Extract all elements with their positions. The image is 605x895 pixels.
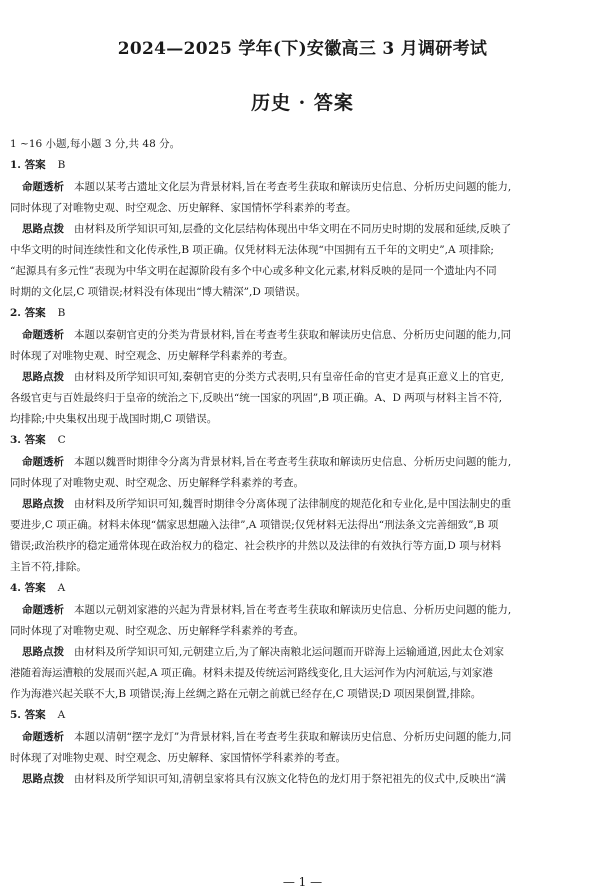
analysis-line [10,198,592,219]
analysis-line [22,727,592,748]
analysis-line [22,177,592,198]
answer-label: 答案 [24,159,46,171]
hint-line [22,769,592,790]
analysis-line [10,748,592,769]
question-number: 2. [10,307,21,319]
hint-line [10,282,592,303]
question-answer-line [10,705,605,727]
analysis-line [22,325,592,346]
answer-choice: B [57,307,66,319]
question-answer-line [10,430,605,452]
answer-label: 答案 [24,434,46,446]
answer-choice: A [57,582,66,594]
analysis-line [22,452,592,473]
question-answer-line [10,303,605,325]
hint-text: 由材料及所学知识可知,元朝建立后,为了解决南粮北运问题而开辟海上运输通道,因此太仓刘家 [74,646,505,658]
intro-text: 1 ~16 小题,每小题 3 分,共 48 分。 [10,138,181,150]
hint-line [10,388,592,409]
hint-line [10,684,592,705]
hint-line [22,219,592,240]
analysis-text: 同时体现了对唯物史观、时空观念、历史解释学科素养的考查。 [10,477,304,489]
analysis-text: 同时体现了对唯物史观、时空观念、历史解释、家国情怀学科素养的考查。 [10,202,357,214]
hint-text: 主旨不符,排除。 [10,561,87,573]
analysis-text: 本题以秦朝官吏的分类为背景材料,旨在考查考生获取和解读历史信息、分析历史问题的能力,同 [74,329,512,341]
analysis-line [10,346,592,367]
hint-text: 时期的文化层,C 项错误;材料没有体现出“博大精深”,D 项错误。 [10,286,307,298]
analysis-label: 命题透析 [22,456,64,468]
hint-line [22,642,592,663]
hint-line [10,536,592,557]
answer-content [0,134,605,790]
hint-text: 由材料及所学知识可知,层叠的文化层结构体现出中华文明在不同历史时期的发展和延续,反映了 [74,223,512,235]
hint-line [10,261,592,282]
hint-text: 各级官吏与百姓最终归于皇帝的统治之下,反映出“统一国家的巩固”,B 项正确。A、D 两项与材料主旨不符, [10,392,503,404]
answer-choice: C [57,434,66,446]
question-number: 1. [10,159,21,171]
hint-line [10,663,592,684]
hint-label: 思路点拨 [22,498,64,510]
page-title: 2024—2025 学年(下)安徽高三 3 月调研考试 [117,39,488,59]
analysis-text: 本题以魏晋时期律令分离为背景材料,旨在考查考生获取和解读历史信息、分析历史问题的能力, [74,456,512,468]
hint-label: 思路点拨 [22,646,64,658]
analysis-text: 时体现了对唯物史观、时空观念、历史解释学科素养的考查。 [10,350,294,362]
hint-line [10,409,592,430]
question-number: 5. [10,709,21,721]
hint-text: 均排除;中央集权出现于战国时期,C 项错误。 [10,413,218,425]
analysis-text: 本题以元朝刘家港的兴起为背景材料,旨在考查考生获取和解读历史信息、分析历史问题的能力, [74,604,512,616]
analysis-line [10,473,592,494]
hint-line [10,557,592,578]
analysis-label: 命题透析 [22,329,64,341]
hint-line [10,515,592,536]
analysis-label: 命题透析 [22,181,64,193]
question-answer-line [10,578,605,600]
answer-label: 答案 [24,709,46,721]
hint-text: 要进步,C 项正确。材料未体现“儒家思想融入法律”,A 项错误;仅凭材料无法得出“刑法条文完善细致”,B 项 [10,519,499,531]
hint-text: 错误;政治秩序的稳定通常体现在政治权力的稳定、社会秩序的井然以及法律的有效执行等方面,D 项与材料 [10,540,502,552]
answer-choice: A [57,709,66,721]
hint-label: 思路点拨 [22,223,64,235]
hint-line [22,367,592,388]
analysis-label: 命题透析 [22,731,64,743]
hint-text: 港随着海运漕粮的发展而兴起,A 项正确。材料未提及传统运河路线变化,且大运河作为内河航运,与刘家港 [10,667,493,679]
hint-text: 由材料及所学知识可知,魏晋时期律令分离体现了法律制度的规范化和专业化,是中国法制史的重 [74,498,512,510]
answer-label: 答案 [24,582,46,594]
analysis-line [10,621,592,642]
hint-label: 思路点拨 [22,371,64,383]
analysis-text: 时体现了对唯物史观、时空观念、历史解释、家国情怀学科素养的考查。 [10,752,346,764]
answer-choice: B [57,159,66,171]
page-subtitle: 历史 · 答案 [251,92,354,114]
analysis-text: 本题以清朝“摆字龙灯”为背景材料,旨在考查考生获取和解读历史信息、分析历史问题的能力,同 [74,731,512,743]
analysis-label: 命题透析 [22,604,64,616]
hint-label: 思路点拨 [22,773,64,785]
hint-text: 由材料及所学知识可知,清朝皇家将具有汉族文化特色的龙灯用于祭祀祖先的仪式中,反映出“满 [74,773,507,785]
question-number: 3. [10,434,21,446]
hint-text: 中华文明的时间连续性和文化传承性,B 项正确。仅凭材料无法体现“中国拥有五千年的文明史”,A 项排除; [10,244,494,256]
hint-line [10,240,592,261]
answer-label: 答案 [24,307,46,319]
question-number: 4. [10,582,21,594]
hint-line [22,494,592,515]
analysis-text: 本题以某考古遗址文化层为背景材料,旨在考查考生获取和解读历史信息、分析历史问题的能力, [74,181,512,193]
page-number: — 1 — [282,875,323,889]
hint-text: 作为海港兴起关联不大,B 项错误;海上丝绸之路在元朝之前就已经存在,C 项错误;D 项因果倒置,排除。 [10,688,482,700]
hint-text: 由材料及所学知识可知,秦朝官吏的分类方式表明,只有皇帝任命的官吏才是真正意义上的官吏, [74,371,505,383]
question-answer-line [10,155,605,177]
analysis-line [22,600,592,621]
analysis-text: 同时体现了对唯物史观、时空观念、历史解释学科素养的考查。 [10,625,304,637]
hint-text: “起源具有多元性”表现为中华文明在起源阶段有多个中心或多种文化元素,材料反映的是同一个遗址内不同 [10,265,497,277]
